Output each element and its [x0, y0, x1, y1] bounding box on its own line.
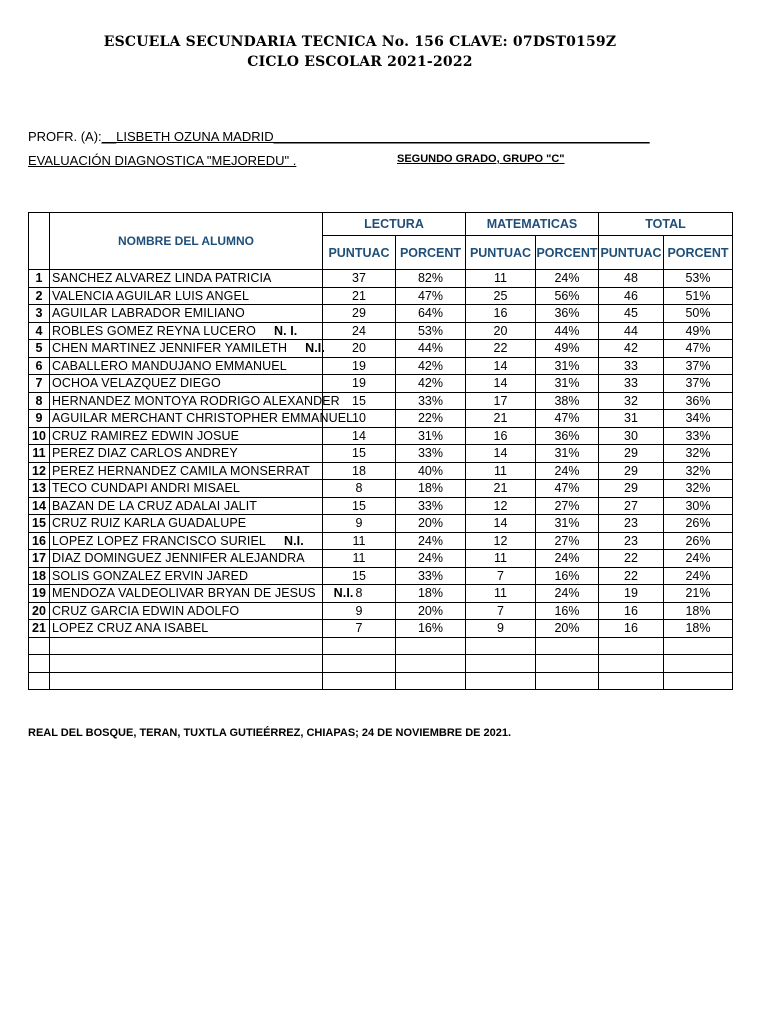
- empty-cell: [396, 655, 466, 673]
- matematicas-puntuac-cell: 14: [466, 445, 536, 463]
- table-row: [29, 375, 733, 393]
- matematicas-puntuac-cell: 11: [466, 462, 536, 480]
- lectura-porcent-cell: 31%: [396, 427, 466, 445]
- lectura-porcent-cell: 42%: [396, 357, 466, 375]
- total-porcent-cell: 18%: [664, 602, 733, 620]
- student-name: PEREZ DIAZ CARLOS ANDREY: [52, 446, 238, 461]
- subheader-puntuac: PUNTUAC: [466, 236, 536, 270]
- total-porcent-cell: 32%: [664, 462, 733, 480]
- matematicas-puntuac-cell: 20: [466, 322, 536, 340]
- total-puntuac-cell: 31: [599, 410, 664, 428]
- row-number: 16: [29, 532, 50, 550]
- total-porcent-cell: 49%: [664, 322, 733, 340]
- row-number: 12: [29, 462, 50, 480]
- student-name-cell: [50, 550, 323, 568]
- empty-cell: [664, 672, 733, 690]
- student-name: CABALLERO MANDUJANO EMMANUEL: [52, 358, 287, 373]
- matematicas-puntuac-cell: 14: [466, 375, 536, 393]
- lectura-puntuac-cell: 37: [323, 270, 396, 288]
- lectura-porcent-cell: 47%: [396, 287, 466, 305]
- evaluation-line: [28, 153, 296, 168]
- total-porcent-cell: 24%: [664, 567, 733, 585]
- student-name-cell: [50, 410, 354, 428]
- lectura-puntuac-cell: 15: [323, 392, 396, 410]
- total-porcent-cell: 24%: [664, 550, 733, 568]
- matematicas-puntuac-cell: 21: [466, 480, 536, 498]
- student-name-cell: [50, 427, 323, 445]
- student-note: N.I.: [305, 341, 325, 356]
- matematicas-puntuac-cell: 14: [466, 515, 536, 533]
- lectura-puntuac-cell: 10: [323, 410, 396, 428]
- student-name-cell: [50, 322, 323, 340]
- group-header-lectura: LECTURA: [323, 213, 466, 236]
- matematicas-puntuac-cell: 9: [466, 620, 536, 638]
- lectura-porcent-cell: 22%: [396, 410, 466, 428]
- lectura-porcent-cell: 24%: [396, 532, 466, 550]
- table-row: [29, 340, 733, 358]
- table-row: [29, 462, 733, 480]
- table-row: [29, 602, 733, 620]
- matematicas-porcent-cell: 27%: [536, 532, 599, 550]
- table-row: [29, 322, 733, 340]
- matematicas-porcent-cell: 31%: [536, 515, 599, 533]
- student-name-cell: [50, 287, 323, 305]
- matematicas-puntuac-cell: 22: [466, 340, 536, 358]
- student-name-cell: [50, 340, 323, 358]
- total-puntuac-cell: 22: [599, 567, 664, 585]
- lectura-porcent-cell: 18%: [396, 480, 466, 498]
- total-porcent-cell: 33%: [664, 427, 733, 445]
- lectura-porcent-cell: 33%: [396, 567, 466, 585]
- total-puntuac-cell: 33: [599, 375, 664, 393]
- total-porcent-cell: 32%: [664, 445, 733, 463]
- total-porcent-cell: 53%: [664, 270, 733, 288]
- matematicas-porcent-cell: 47%: [536, 480, 599, 498]
- lectura-puntuac-cell: 7: [323, 620, 396, 638]
- student-name-cell: [50, 357, 323, 375]
- total-puntuac-cell: 46: [599, 287, 664, 305]
- table-body: [29, 270, 733, 690]
- total-porcent-cell: 47%: [664, 340, 733, 358]
- lectura-puntuac-cell: 19: [323, 375, 396, 393]
- empty-cell: [50, 655, 323, 673]
- matematicas-porcent-cell: 24%: [536, 550, 599, 568]
- total-porcent-cell: 51%: [664, 287, 733, 305]
- table-row: [29, 445, 733, 463]
- subheader-porcent: PORCENT: [664, 236, 733, 270]
- lectura-porcent-cell: 24%: [396, 550, 466, 568]
- lectura-puntuac-cell: 24: [323, 322, 396, 340]
- grades-table: [28, 212, 733, 690]
- matematicas-porcent-cell: 31%: [536, 445, 599, 463]
- matematicas-porcent-cell: 16%: [536, 602, 599, 620]
- total-porcent-cell: 37%: [664, 375, 733, 393]
- student-name-cell: [50, 532, 323, 550]
- total-puntuac-cell: 33: [599, 357, 664, 375]
- lectura-porcent-cell: 20%: [396, 602, 466, 620]
- table-row: [29, 305, 733, 323]
- group-header-total: TOTAL: [599, 213, 733, 236]
- matematicas-porcent-cell: 47%: [536, 410, 599, 428]
- student-name: MENDOZA VALDEOLIVAR BRYAN DE JESUS: [52, 586, 316, 601]
- total-puntuac-cell: 42: [599, 340, 664, 358]
- empty-cell: [466, 655, 536, 673]
- matematicas-puntuac-cell: 11: [466, 270, 536, 288]
- lectura-puntuac-cell: 11: [323, 532, 396, 550]
- row-number: 21: [29, 620, 50, 638]
- total-porcent-cell: 18%: [664, 620, 733, 638]
- total-porcent-cell: 37%: [664, 357, 733, 375]
- group-header-matematicas: MATEMATICAS: [466, 213, 599, 236]
- matematicas-puntuac-cell: 16: [466, 427, 536, 445]
- lectura-puntuac-cell: 15: [323, 445, 396, 463]
- matematicas-porcent-cell: 27%: [536, 497, 599, 515]
- row-number: 6: [29, 357, 50, 375]
- footer-place-date: REAL DEL BOSQUE, TERAN, TUXTLA GUTIEÉRREZ, CHIAPAS; 24 DE NOVIEMBRE DE 2021.: [28, 727, 512, 739]
- matematicas-porcent-cell: 20%: [536, 620, 599, 638]
- student-name-cell: [50, 375, 323, 393]
- row-number: 7: [29, 375, 50, 393]
- total-porcent-cell: 30%: [664, 497, 733, 515]
- student-name: OCHOA VELAZQUEZ DIEGO: [52, 376, 221, 391]
- teacher-name: __LISBETH OZUNA MADRID____________________________________________________: [101, 129, 650, 144]
- row-number: 8: [29, 392, 50, 410]
- student-name-cell: [50, 270, 323, 288]
- row-number: 13: [29, 480, 50, 498]
- lectura-puntuac-cell: 19: [323, 357, 396, 375]
- empty-cell: [29, 672, 50, 690]
- matematicas-porcent-cell: 31%: [536, 357, 599, 375]
- table-row: [29, 567, 733, 585]
- student-name-cell: [50, 515, 323, 533]
- lectura-puntuac-cell: 9: [323, 515, 396, 533]
- student-name-cell: [50, 392, 340, 410]
- total-puntuac-cell: 48: [599, 270, 664, 288]
- row-number: 19: [29, 585, 50, 603]
- student-name: DIAZ DOMINGUEZ JENNIFER ALEJANDRA: [52, 551, 305, 566]
- empty-row: [29, 672, 733, 690]
- student-name: LOPEZ CRUZ ANA ISABEL: [52, 621, 209, 636]
- lectura-porcent-cell: 16%: [396, 620, 466, 638]
- empty-cell: [536, 637, 599, 655]
- student-note: N.I.: [333, 586, 354, 601]
- lectura-puntuac-cell: 9: [323, 602, 396, 620]
- empty-cell: [466, 672, 536, 690]
- lectura-porcent-cell: 33%: [396, 445, 466, 463]
- lectura-puntuac-cell: 21: [323, 287, 396, 305]
- row-number: 2: [29, 287, 50, 305]
- student-name: AGUILAR MERCHANT CHRISTOPHER EMMANUEL: [52, 411, 354, 426]
- empty-cell: [599, 655, 664, 673]
- total-puntuac-cell: 29: [599, 480, 664, 498]
- matematicas-puntuac-cell: 16: [466, 305, 536, 323]
- lectura-porcent-cell: 33%: [396, 392, 466, 410]
- matematicas-porcent-cell: 24%: [536, 270, 599, 288]
- empty-cell: [396, 637, 466, 655]
- table-row: [29, 392, 733, 410]
- empty-cell: [664, 637, 733, 655]
- matematicas-porcent-cell: 31%: [536, 375, 599, 393]
- empty-cell: [323, 655, 396, 673]
- row-number: 10: [29, 427, 50, 445]
- matematicas-porcent-cell: 49%: [536, 340, 599, 358]
- student-note: N.I.: [283, 533, 304, 548]
- student-name: AGUILAR LABRADOR EMILIANO: [52, 306, 245, 321]
- student-name-cell: [50, 620, 323, 638]
- student-name: HERNANDEZ MONTOYA RODRIGO ALEXANDER: [52, 393, 340, 408]
- student-name-cell: [50, 445, 323, 463]
- student-note: N. I.: [273, 323, 298, 338]
- total-puntuac-cell: 29: [599, 445, 664, 463]
- total-puntuac-cell: 16: [599, 602, 664, 620]
- table-row: [29, 585, 733, 603]
- matematicas-puntuac-cell: 14: [466, 357, 536, 375]
- table-row: [29, 270, 733, 288]
- empty-cell: [536, 672, 599, 690]
- empty-row: [29, 655, 733, 673]
- lectura-porcent-cell: 40%: [396, 462, 466, 480]
- matematicas-puntuac-cell: 7: [466, 602, 536, 620]
- student-name-cell: [50, 480, 323, 498]
- student-name: CRUZ RAMIREZ EDWIN JOSUE: [52, 428, 240, 443]
- student-name-cell: [50, 462, 323, 480]
- student-name: SANCHEZ ALVAREZ LINDA PATRICIA: [52, 271, 272, 286]
- matematicas-puntuac-cell: 7: [466, 567, 536, 585]
- lectura-puntuac-cell: 15: [323, 567, 396, 585]
- table-row: [29, 620, 733, 638]
- school-title: ESCUELA SECUNDARIA TECNICA No. 156 CLAVE: 07DST0159Z: [103, 34, 617, 50]
- row-number: 15: [29, 515, 50, 533]
- student-name: TECO CUNDAPI ANDRI MISAEL: [52, 481, 240, 496]
- student-name: VALENCIA AGUILAR LUIS ANGEL: [52, 288, 249, 303]
- subheader-porcent: PORCENT: [536, 236, 599, 270]
- row-number: 1: [29, 270, 50, 288]
- empty-cell: [50, 672, 323, 690]
- table-row: [29, 532, 733, 550]
- total-porcent-cell: 34%: [664, 410, 733, 428]
- lectura-puntuac-cell: 18: [323, 462, 396, 480]
- matematicas-porcent-cell: 16%: [536, 567, 599, 585]
- student-name: CRUZ GARCIA EDWIN ADOLFO: [52, 603, 240, 618]
- empty-cell: [323, 637, 396, 655]
- row-number: 4: [29, 322, 50, 340]
- total-porcent-cell: 50%: [664, 305, 733, 323]
- matematicas-porcent-cell: 36%: [536, 427, 599, 445]
- matematicas-puntuac-cell: 17: [466, 392, 536, 410]
- matematicas-porcent-cell: 38%: [536, 392, 599, 410]
- row-number: 3: [29, 305, 50, 323]
- grade-group: SEGUNDO GRADO, GRUPO "C": [397, 153, 565, 165]
- matematicas-porcent-cell: 36%: [536, 305, 599, 323]
- matematicas-puntuac-cell: 12: [466, 532, 536, 550]
- index-header: [29, 213, 50, 270]
- total-porcent-cell: 21%: [664, 585, 733, 603]
- lectura-puntuac-cell: 15: [323, 497, 396, 515]
- student-name: CRUZ RUIZ KARLA GUADALUPE: [52, 516, 247, 531]
- lectura-puntuac-cell: 8: [323, 585, 396, 603]
- matematicas-puntuac-cell: 21: [466, 410, 536, 428]
- lectura-puntuac-cell: 8: [323, 480, 396, 498]
- total-puntuac-cell: 27: [599, 497, 664, 515]
- teacher-label: PROFR. (A):: [28, 129, 102, 144]
- table-row: [29, 287, 733, 305]
- row-number: 14: [29, 497, 50, 515]
- table-row: [29, 357, 733, 375]
- empty-cell: [29, 655, 50, 673]
- total-puntuac-cell: 29: [599, 462, 664, 480]
- matematicas-puntuac-cell: 11: [466, 550, 536, 568]
- student-name-cell: [50, 585, 354, 603]
- student-name: BAZAN DE LA CRUZ ADALAI JALIT: [52, 498, 258, 513]
- table-row: [29, 515, 733, 533]
- total-porcent-cell: 36%: [664, 392, 733, 410]
- lectura-puntuac-cell: 29: [323, 305, 396, 323]
- table-row: [29, 497, 733, 515]
- total-puntuac-cell: 23: [599, 532, 664, 550]
- table-row: [29, 480, 733, 498]
- student-name-cell: [50, 497, 323, 515]
- matematicas-porcent-cell: 24%: [536, 585, 599, 603]
- empty-row: [29, 637, 733, 655]
- empty-cell: [50, 637, 323, 655]
- subheader-puntuac: PUNTUAC: [599, 236, 664, 270]
- empty-cell: [664, 655, 733, 673]
- lectura-puntuac-cell: 20: [323, 340, 396, 358]
- total-porcent-cell: 26%: [664, 532, 733, 550]
- empty-cell: [323, 672, 396, 690]
- row-number: 5: [29, 340, 50, 358]
- student-name-cell: [50, 602, 323, 620]
- total-puntuac-cell: 32: [599, 392, 664, 410]
- lectura-porcent-cell: 53%: [396, 322, 466, 340]
- student-name: PEREZ HERNANDEZ CAMILA MONSERRAT: [52, 463, 310, 478]
- row-number: 11: [29, 445, 50, 463]
- empty-cell: [29, 637, 50, 655]
- teacher-line: [28, 129, 650, 144]
- lectura-porcent-cell: 18%: [396, 585, 466, 603]
- lectura-porcent-cell: 20%: [396, 515, 466, 533]
- lectura-porcent-cell: 64%: [396, 305, 466, 323]
- empty-cell: [599, 637, 664, 655]
- total-porcent-cell: 26%: [664, 515, 733, 533]
- student-name: ROBLES GOMEZ REYNA LUCERO: [52, 323, 256, 338]
- total-puntuac-cell: 45: [599, 305, 664, 323]
- subheader-puntuac: PUNTUAC: [323, 236, 396, 270]
- total-puntuac-cell: 30: [599, 427, 664, 445]
- name-header: NOMBRE DEL ALUMNO: [50, 213, 323, 270]
- total-puntuac-cell: 16: [599, 620, 664, 638]
- total-puntuac-cell: 22: [599, 550, 664, 568]
- matematicas-porcent-cell: 44%: [536, 322, 599, 340]
- school-cycle: CICLO ESCOLAR 2021-2022: [247, 54, 473, 70]
- total-porcent-cell: 32%: [664, 480, 733, 498]
- evaluation-suffix: .: [289, 153, 297, 168]
- matematicas-porcent-cell: 24%: [536, 462, 599, 480]
- lectura-porcent-cell: 42%: [396, 375, 466, 393]
- student-name: CHEN MARTINEZ JENNIFER YAMILETH: [52, 341, 288, 356]
- subheader-porcent: PORCENT: [396, 236, 466, 270]
- total-puntuac-cell: 19: [599, 585, 664, 603]
- total-puntuac-cell: 44: [599, 322, 664, 340]
- row-number: 20: [29, 602, 50, 620]
- row-number: 18: [29, 567, 50, 585]
- matematicas-puntuac-cell: 25: [466, 287, 536, 305]
- matematicas-porcent-cell: 56%: [536, 287, 599, 305]
- empty-cell: [599, 672, 664, 690]
- student-name: SOLIS GONZALEZ ERVIN JARED: [52, 568, 249, 583]
- matematicas-puntuac-cell: 12: [466, 497, 536, 515]
- table-row: [29, 410, 733, 428]
- row-number: 17: [29, 550, 50, 568]
- student-name-cell: [50, 567, 323, 585]
- lectura-porcent-cell: 82%: [396, 270, 466, 288]
- empty-cell: [466, 637, 536, 655]
- student-name-cell: [50, 305, 323, 323]
- row-number: 9: [29, 410, 50, 428]
- lectura-porcent-cell: 33%: [396, 497, 466, 515]
- table-row: [29, 550, 733, 568]
- evaluation-title: EVALUACIÓN DIAGNOSTICA "MEJOREDU": [28, 153, 290, 168]
- student-name: LOPEZ LOPEZ FRANCISCO SURIEL: [52, 533, 266, 548]
- total-puntuac-cell: 23: [599, 515, 664, 533]
- empty-cell: [396, 672, 466, 690]
- matematicas-puntuac-cell: 11: [466, 585, 536, 603]
- lectura-puntuac-cell: 11: [323, 550, 396, 568]
- lectura-puntuac-cell: 14: [323, 427, 396, 445]
- table-row: [29, 427, 733, 445]
- lectura-porcent-cell: 44%: [396, 340, 466, 358]
- empty-cell: [536, 655, 599, 673]
